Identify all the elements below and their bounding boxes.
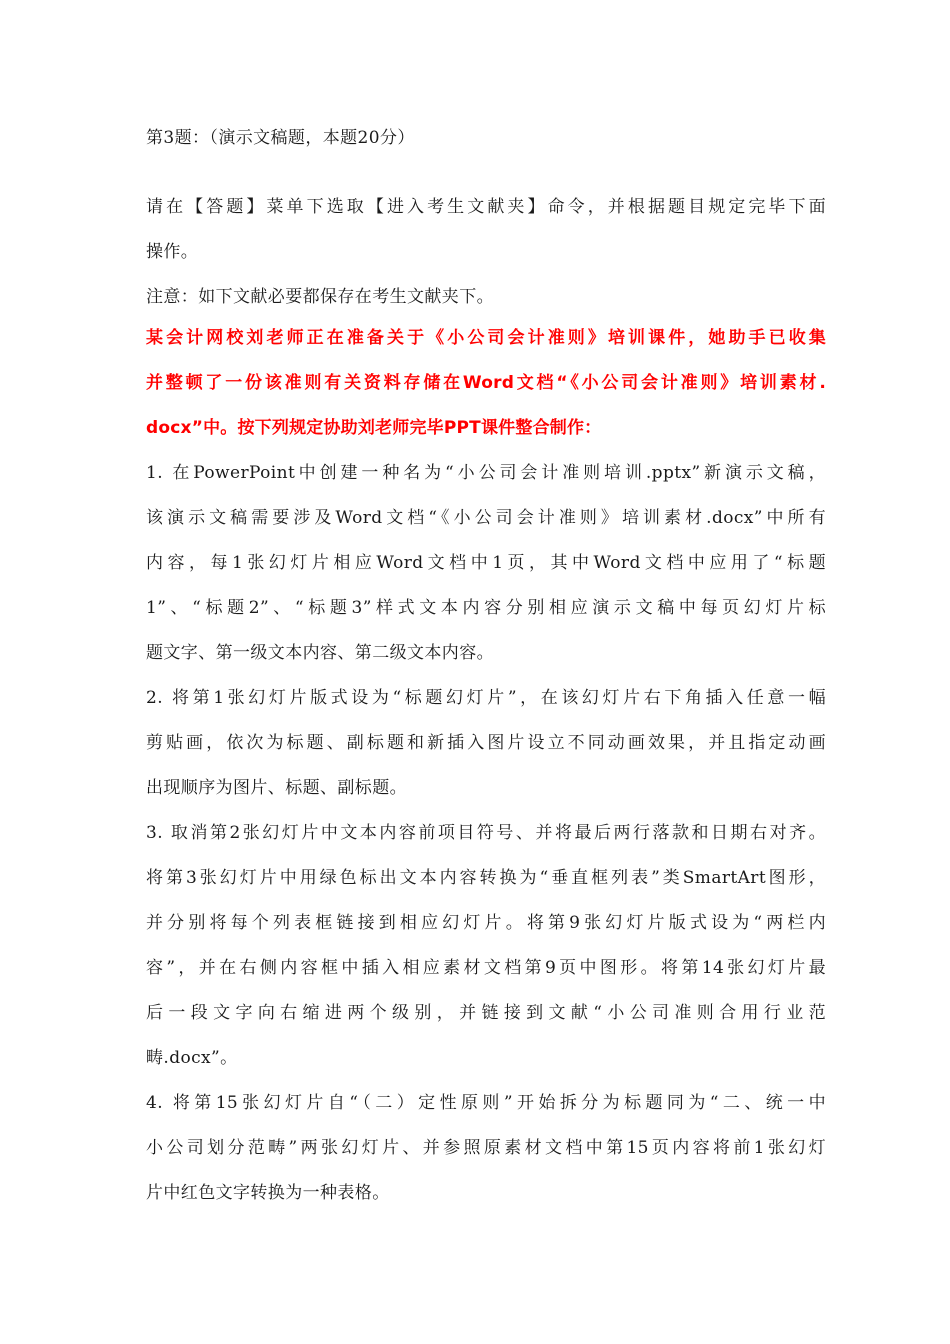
question-heading: 第3题：（演示文稿题，本题20分） [146, 128, 415, 148]
item-line-15: 4. 将第15张幻灯片自“（二）定性原则”开始拆分为标题同为“二、统一中 [146, 1093, 826, 1113]
item-line-11: 并分别将每个列表框链接到相应幻灯片。将第9张幻灯片版式设为“两栏内 [146, 913, 826, 933]
item-line-4: 1”、“标题2”、“标题3”样式文本内容分别相应演示文稿中每页幻灯片标 [146, 598, 826, 618]
item-line-14: 畴.docx”。 [146, 1048, 238, 1068]
item-line-9: 3. 取消第2张幻灯片中文本内容前项目符号、并将最后两行落款和日期右对齐。 [146, 823, 826, 843]
item-line-13: 后一段文字向右缩进两个级别，并链接到文献“小公司准则合用行业范 [146, 1003, 826, 1023]
item-line-10: 将第3张幻灯片中用绿色标出文本内容转换为“垂直框列表”类SmartArt图形， [146, 868, 826, 888]
instruction-line-1: 请在【答题】菜单下选取【进入考生文献夹】命令，并根据题目规定完毕下面 [146, 197, 826, 217]
item-line-7: 剪贴画，依次为标题、副标题和新插入图片设立不同动画效果，并且指定动画 [146, 733, 826, 753]
scenario-line-1: 某会计网校刘老师正在准备关于《小公司会计准则》培训课件，她助手已收集 [146, 328, 826, 348]
note-line: 注意：如下文献必要都保存在考生文献夹下。 [146, 287, 494, 307]
scenario-line-3: docx”中。按下列规定协助刘老师完毕PPT课件整合制作： [146, 418, 602, 438]
item-line-16: 小公司划分范畴”两张幻灯片、并参照原素材文档中第15页内容将前1张幻灯 [146, 1138, 826, 1158]
item-line-6: 2. 将第1张幻灯片版式设为“标题幻灯片”，在该幻灯片右下角插入任意一幅 [146, 688, 826, 708]
scenario-line-2: 并整顿了一份该准则有关资料存储在Word文档“《小公司会计准则》培训素材. [146, 373, 826, 393]
item-line-1: 1. 在PowerPoint中创建一种名为“小公司会计准则培训.pptx”新演示文稿， [146, 463, 826, 483]
item-line-5: 题文字、第一级文本内容、第二级文本内容。 [146, 643, 494, 663]
item-line-12: 容”，并在右侧内容框中插入相应素材文档第9页中图形。将第14张幻灯片最 [146, 958, 826, 978]
instruction-line-2: 操作。 [146, 242, 199, 262]
item-line-2: 该演示文稿需要涉及Word文档“《小公司会计准则》培训素材.docx”中所有 [146, 508, 826, 528]
item-line-3: 内容，每1张幻灯片相应Word文档中1页，其中Word文档中应用了“标题 [146, 553, 826, 573]
item-line-17: 片中红色文字转换为一种表格。 [146, 1183, 390, 1203]
item-line-8: 出现顺序为图片、标题、副标题。 [146, 778, 407, 798]
